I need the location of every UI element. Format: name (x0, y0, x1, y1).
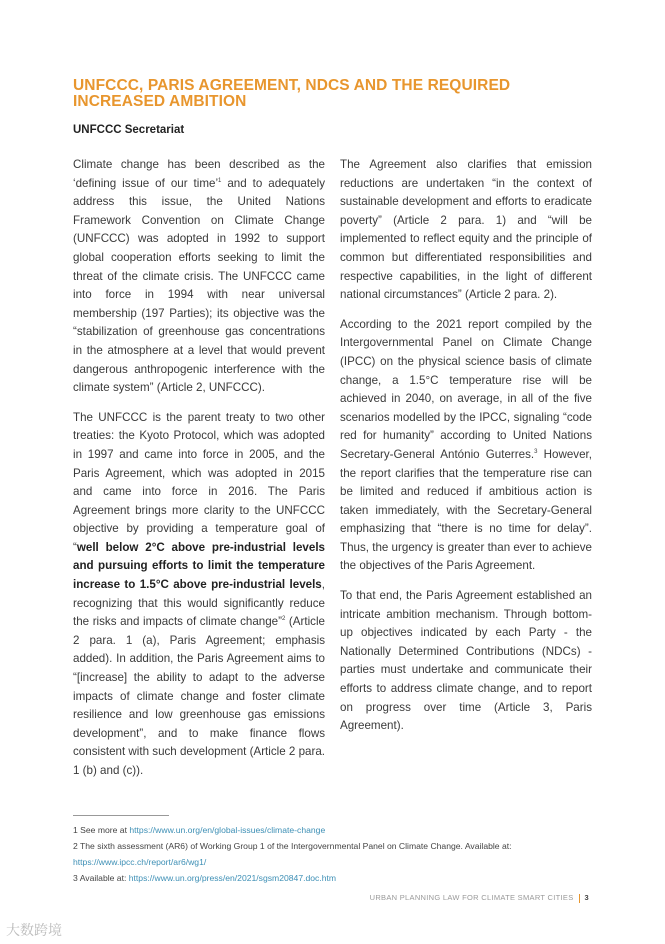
paragraph (340, 156, 592, 305)
left-column (73, 156, 325, 792)
page-title: UNFCCC, PARIS AGREEMENT, NDCS AND THE REQUIRED INCREASED AMBITION (73, 77, 511, 110)
footer-separator (579, 894, 580, 903)
text-run: According to the 2021 report compiled by the Intergovernmental Panel on Climate Change (IPCC) on the physical science basis of climate change, a 1.5°C temperature rise will be achieved in 2040, on average, in all of the five scenarios modelled by the IPCC, signaling “code red for humanity” according to United Nations Secretary-General António Guterres. (340, 317, 592, 461)
text-run: However, the report clarifies that the temperature rise can be limited and reduced if ambitious action is taken immediately, with the Secretary-General emphasizing that “there is no time for delay”. Thus, the urgency is greater than ever to achieve the objectives of the Paris Agreement. (340, 447, 592, 573)
text-run: well below 2°C above pre-industrial levels and pursuing efforts to limit the temperature increase to 1.5°C above pre-industrial levels (73, 540, 325, 592)
text-run: The Agreement also clarifies that emission reductions are undertaken “in the context of sustainable development and efforts to eradicate poverty” (Article 2 para. 1) and “will be implemented to reflect equity and the principle of common but differentiated responsibilities and respective capabilities, in the light of different national circumstances” (Article 2 para. 2). (340, 158, 592, 302)
watermark-logo: 大数跨境 (6, 922, 62, 938)
paragraph (73, 156, 325, 398)
paragraph (340, 587, 592, 736)
right-column (340, 156, 592, 747)
footnote-ref: 1 (218, 177, 222, 184)
footnote-ref: 3 (534, 449, 538, 456)
paragraph (340, 316, 592, 576)
footnote-3: 3 Available at: https://www.un.org/press/en/2021/sgsm20847.doc.htm (73, 873, 337, 883)
text-run: (Article 2 para. 1 (a), Paris Agreement; emphasis added). In addition, the Paris Agreement aims to “[increase] the ability to adapt to the adverse impacts of climate change and foster climate resilience and low greenhouse gas emissions development”, and to make finance flows consistent with such development (Article 2 para. 1 (b) and (c)). (73, 615, 325, 777)
text-run: , recognizing that this would significantly reduce the risks and impacts of climate change” (73, 578, 325, 629)
running-title: URBAN PLANNING LAW FOR CLIMATE SMART CITIES (369, 893, 574, 902)
page-number: 3 (584, 893, 589, 902)
text-run: and to adequately address this issue, the United Nations Framework Convention on Climate Change (UNFCCC) was adopted in 1992 to support global cooperation efforts seeking to limit the threat of the climate crisis. The UNFCCC came into force in 1994 with near universal membership (197 Parties); its objective was the “stabilization of greenhouse gas concentrations in the atmosphere at a level that would prevent dangerous anthropogenic interference with the climate system” (Article 2, UNFCCC). (73, 176, 325, 395)
text-run: The UNFCCC is the parent treaty to two other treaties: the Kyoto Protocol, which was adopted in 1997 and came into force in 2005, and the Paris Agreement, which was adopted in 2015 and came into force in 2016. The Paris Agreement brings more clarity to the UNFCCC objective by providing a temperature goal of “ (73, 410, 325, 554)
footnote-2: 2 The sixth assessment (AR6) of Working Group 1 of the Intergovernmental Panel on Climate Change. Available at: https://www.ipcc.ch/report/ar6/wg1/ (73, 841, 512, 867)
footnote-1: 1 See more at https://www.un.org/en/global-issues/climate-change (73, 825, 326, 835)
footnote-divider (73, 815, 169, 816)
footnote-ref: 2 (282, 616, 286, 623)
author: UNFCCC Secretariat (73, 124, 185, 136)
page-footer (370, 893, 589, 903)
paragraph (73, 409, 325, 781)
text-run: To that end, the Paris Agreement established an intricate ambition mechanism. Through bottom-up objectives indicated by each Party - the Nationally Determined Contributions (NDCs) - parties must undertake and communicate their efforts to address climate change, and to report on progress over time (Article 3, Paris Agreement). (340, 589, 592, 733)
footnote-link[interactable]: https://www.ipcc.ch/report/ar6/wg1/ (73, 857, 207, 867)
footnotes (73, 822, 593, 886)
footnote-link[interactable]: https://www.un.org/en/global-issues/climate-change (129, 825, 326, 835)
footnote-link[interactable]: https://www.un.org/press/en/2021/sgsm20847.doc.htm (128, 873, 337, 883)
text-run: Climate change has been described as the ‘defining issue of our time’ (73, 158, 325, 190)
